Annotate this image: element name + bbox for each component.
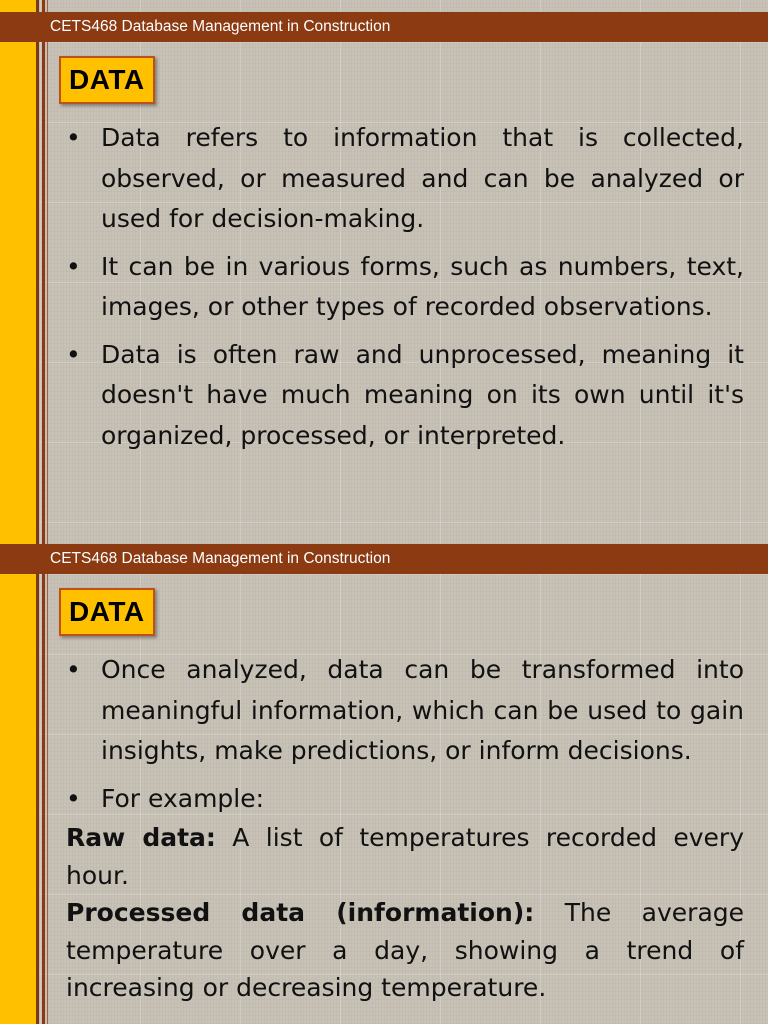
slide-2 [0,532,768,1024]
slide-title: DATA [59,56,155,104]
bullet-item [66,335,744,457]
bullet-text: It can be in various forms, such as numbers, text, images, or other types of recorded observations. [101,251,744,321]
bullet-item [66,650,744,772]
bullet-icon: • [66,123,81,152]
slide-title: DATA [59,588,155,636]
example-label: Processed data (information): [66,898,535,927]
slide-content [66,650,744,1007]
bullet-icon: • [66,251,81,281]
example-text: A list of temperatures recorded every hour. [66,823,744,890]
example-text: The average temperature over a day, showing a trend of increasing or decreasing temperature. [66,898,745,1002]
bullet-item [66,247,744,328]
left-accent-bar [0,0,39,532]
bullet-text: Data refers to information that is collected, observed, or measured and can be analyzed or used for decision-making. [101,123,744,233]
example-processed-data [66,894,744,1007]
bullet-text: Data is often raw and unprocessed, meaning it doesn't have much meaning on its own until it's organized, processed, or interpreted. [101,339,744,450]
left-divider-line-thin [47,0,48,532]
left-divider-line [42,0,45,532]
bullet-icon: • [66,655,81,684]
course-header: CETS468 Database Management in Construction [0,544,768,574]
bullet-item [66,779,744,820]
course-header: CETS468 Database Management in Construction [0,12,768,42]
left-divider-line [42,532,45,1024]
example-raw-data [66,819,744,894]
slide-content [66,118,744,463]
bullet-icon: • [66,783,81,813]
left-accent-bar [0,532,39,1024]
left-divider-line-thin [47,532,48,1024]
bullet-text: Once analyzed, data can be transformed into meaningful information, which can be used to gain insights, make predictions, or inform decisions. [101,655,744,765]
example-label: Raw data: [66,823,216,852]
bullet-text: For example: [101,783,265,813]
bullet-icon: • [66,339,81,369]
bullet-item [66,118,744,240]
